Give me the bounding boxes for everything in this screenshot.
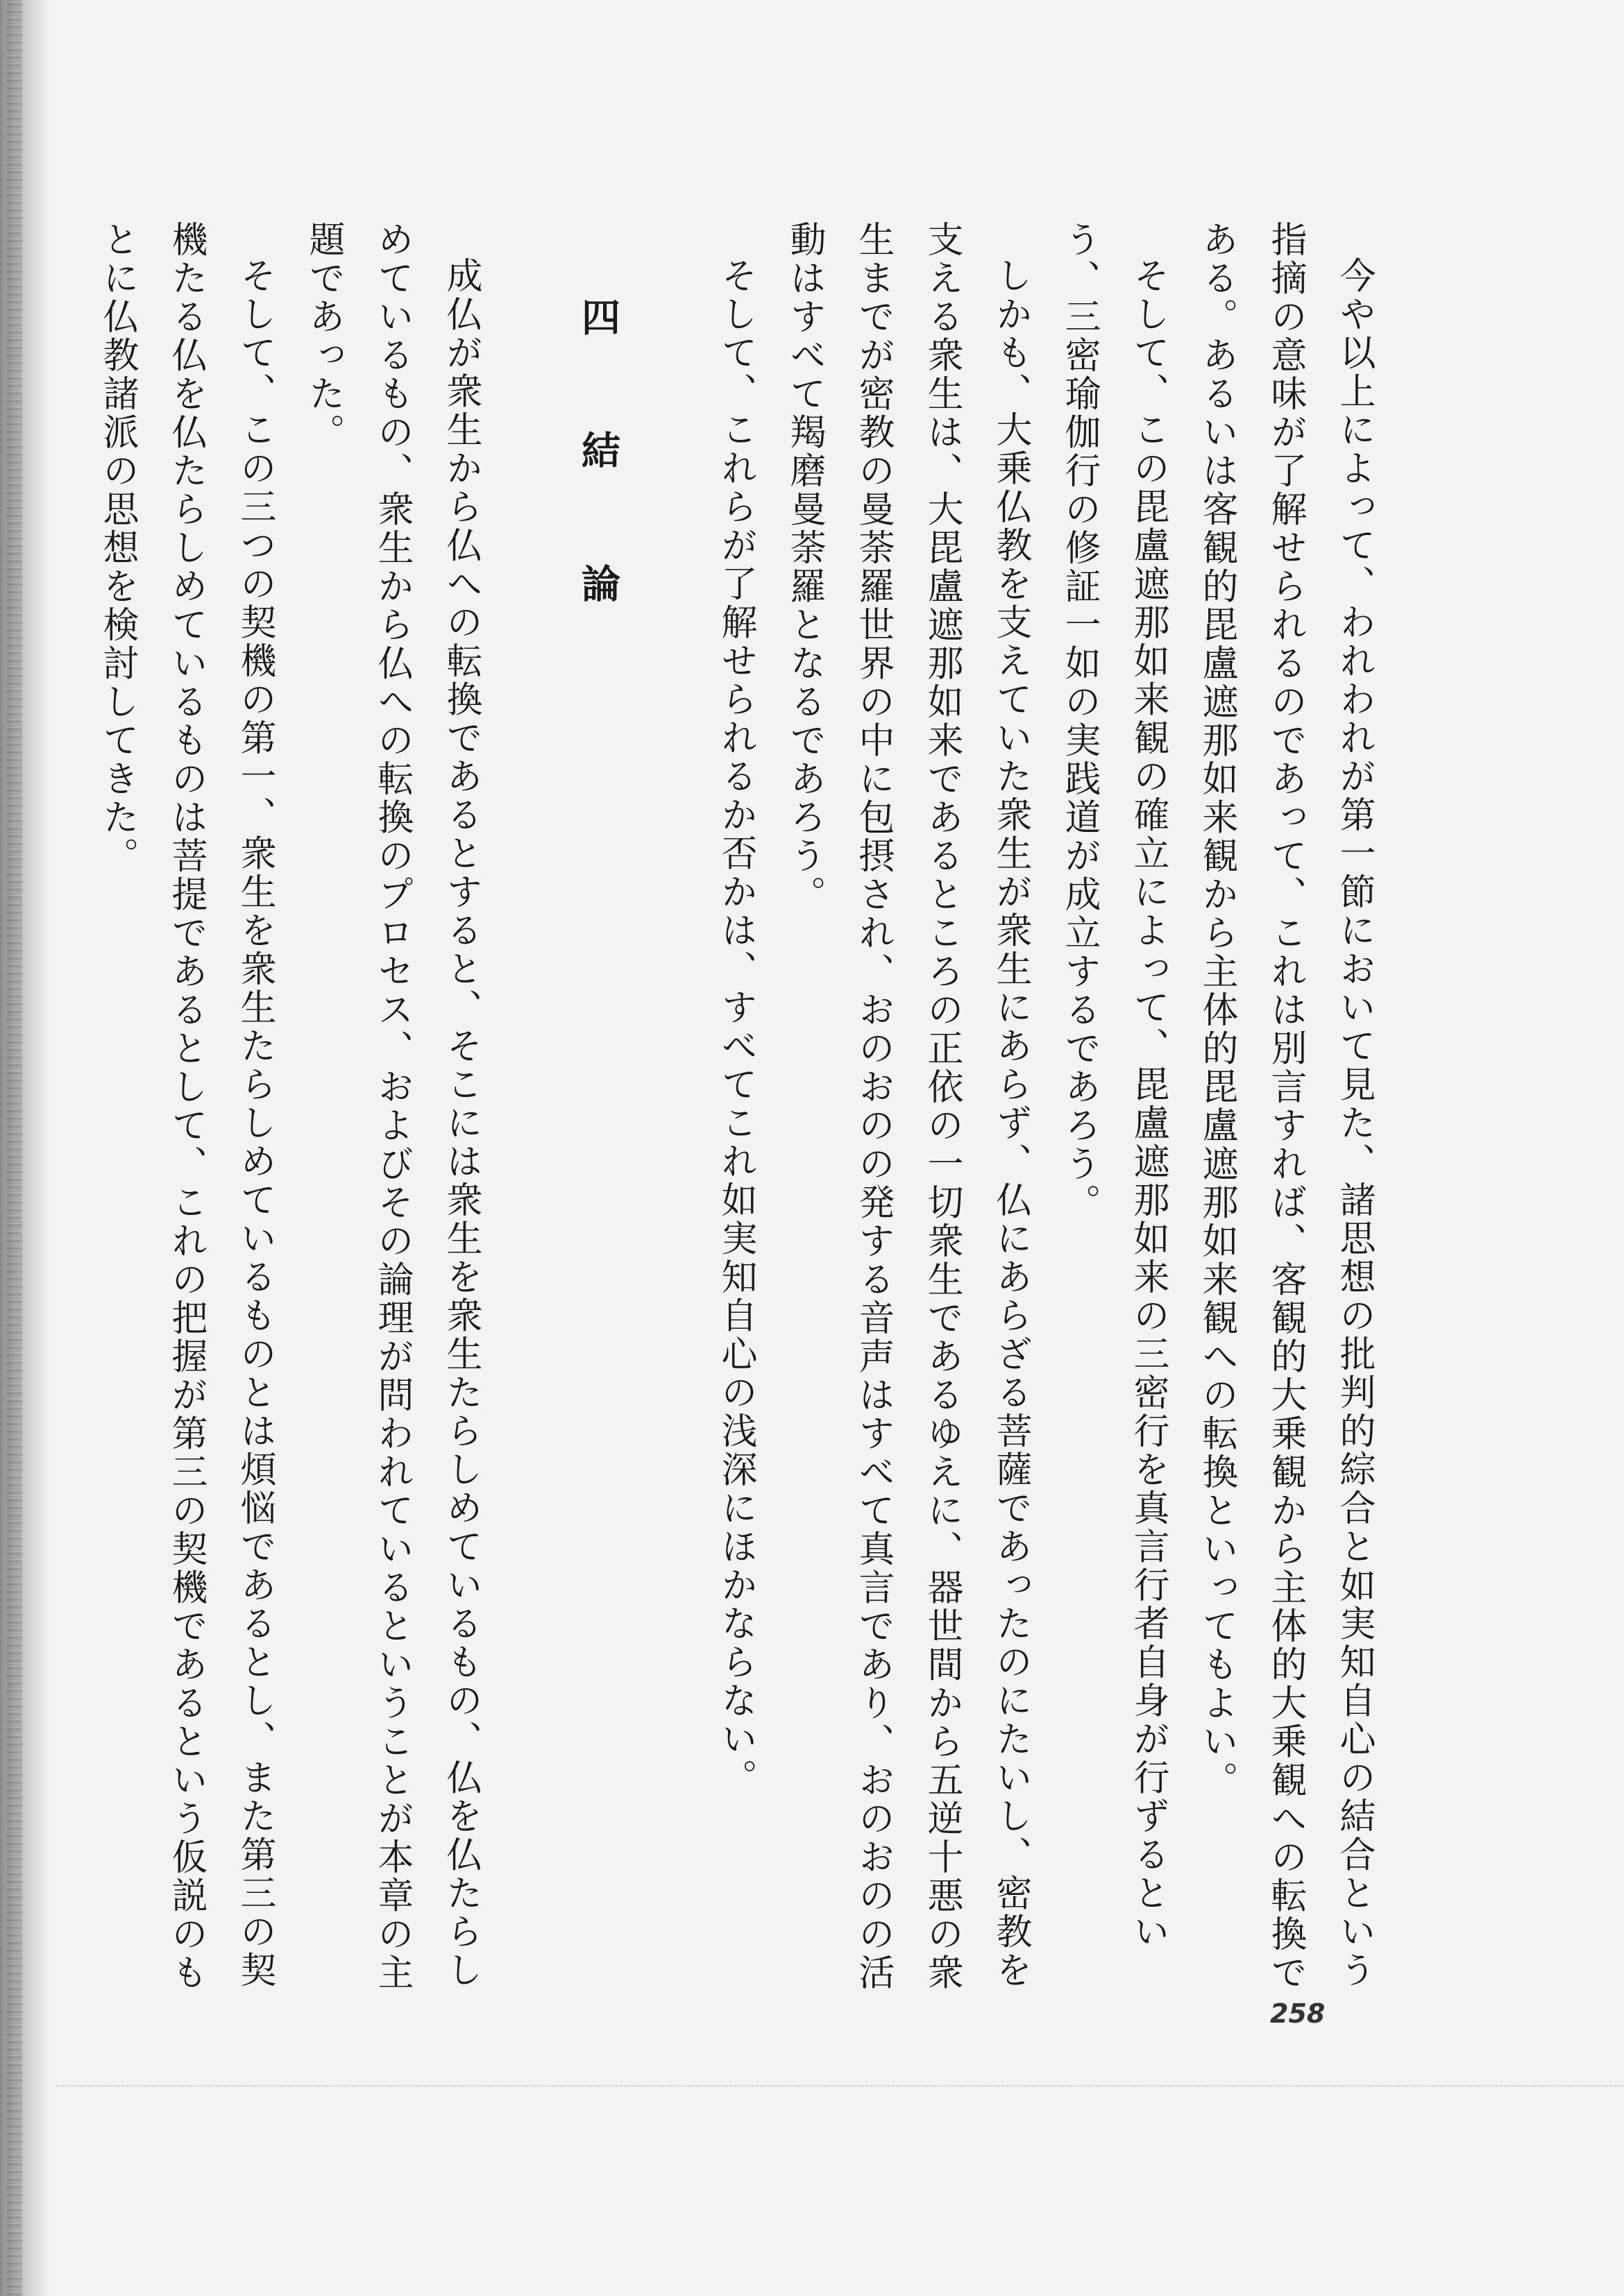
- body-paragraph: そして、これらが了解せられるか否かは、すべてこれ如実知自心の浅深にほかならない。: [715, 257, 756, 1797]
- page-number: 258: [1270, 1998, 1326, 2029]
- body-paragraph: 成仏が衆生から仏への転換であるとすると、そこには衆生を衆生たらしめているもの、仏を仏たらしめているもの、衆生から仏への転換のプロセス、およびその論理が問われているということが本章の主題であった。: [303, 221, 482, 1992]
- vertical-text-body: [83, 221, 1388, 2025]
- body-paragraph: しかも、大乗仏教を支えていた衆生が衆生にあらず、仏にあらざる菩薩であったのにたいし、密教を支える衆生は、大毘盧遮那如来であるところの正依の一切衆生であるゆえに、器世間から五逆十悪の衆生までが密教の曼荼羅世界の中に包摂され、おのおのの発する音声はすべて真言であり、おのおのの活動はすべて羯磨曼荼羅となるであろう。: [784, 221, 1031, 1992]
- binding-edge-texture: [7, 0, 22, 2296]
- body-paragraph: そして、この三つの契機の第一、衆生を衆生たらしめているものとは煩悩であるとし、また第三の契機たる仏を仏たらしめているものは菩提であるとして、これの把握が第三の契機であるという仮説のもとに仏教諸派の思想を検討してきた。: [96, 221, 276, 1992]
- body-paragraph: 今や以上によって、われわれが第一節において見た、諸思想の批判的綜合と如実知自心の結合という指摘の意味が了解せられるのであって、これは別言すれば、客観的大乗観から主体的大乗観への転換である。あるいは客観的毘盧遮那如来観から主体的毘盧遮那如来観への転換といってもよい。: [1196, 221, 1375, 1992]
- section-gap: [632, 221, 701, 2025]
- body-paragraph: そして、この毘盧遮那如来観の確立によって、毘盧遮那如来の三密行を真言行者自身が行ずるという、三密瑜伽行の修証一如の実践道が成立するであろう。: [1058, 221, 1169, 1951]
- section-heading: 四 結 論: [575, 297, 621, 630]
- section-gap: [495, 221, 564, 2025]
- scan-artifact-line: [56, 2085, 1624, 2086]
